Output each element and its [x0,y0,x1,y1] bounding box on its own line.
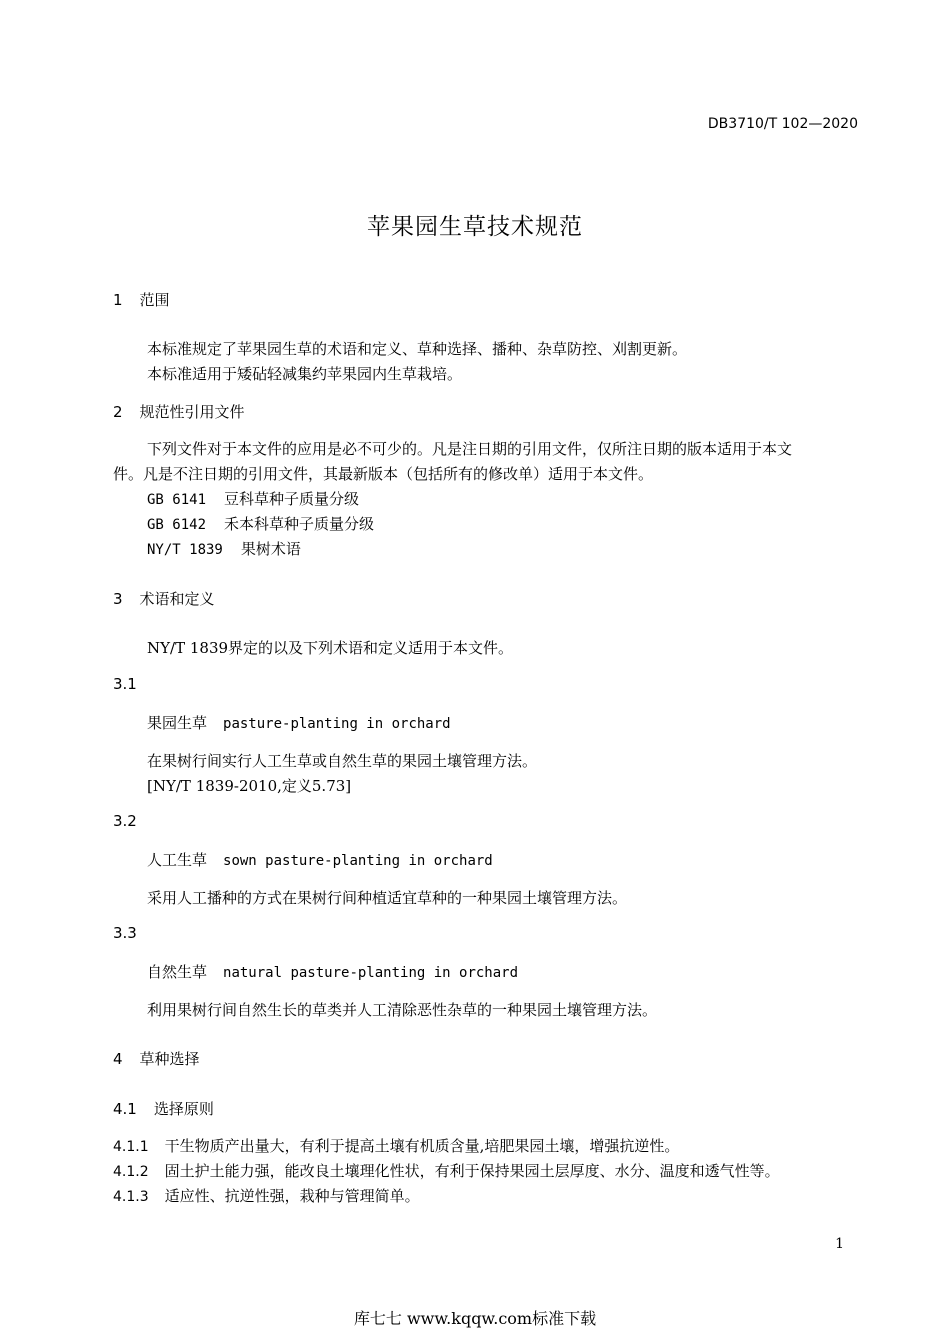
section-title: 草种选择 [139,1050,200,1068]
paragraph: 下列文件对于本文件的应用是必不可少的。凡是注日期的引用文件，仅所注日期的版本适用于本文 [147,440,793,458]
term-number: 3.1 [113,675,137,693]
subsection-number: 4.1 [113,1100,137,1118]
term-source: [NY/T 1839-2010,定义5.73] [147,777,352,795]
term-definition: 采用人工播种的方式在果树行间种植适宜草种的一种果园土壤管理方法。 [147,889,628,907]
term-definition: 在果树行间实行人工生草或自然生草的果园土壤管理方法。 [147,752,538,770]
clause-text: 适应性、抗逆性强，栽种与管理简单。 [164,1187,420,1205]
subsection-heading [113,1098,214,1119]
clause-number: 4.1.2 [113,1164,149,1180]
section-3-heading [113,588,215,609]
term-entry [147,849,493,870]
reference-name: 禾本科草种子质量分级 [224,515,375,533]
section-number: 1 [113,291,123,309]
section-number: 2 [113,403,123,421]
document-title: 苹果园生草技术规范 [367,214,583,240]
section-number: 4 [113,1050,123,1068]
clause-text: 干生物质产出量大，有利于提高土壤有机质含量,培肥果园土壤，增强抗逆性。 [164,1137,680,1155]
section-title: 规范性引用文件 [139,403,245,421]
clause-item [113,1160,780,1181]
reference-item [147,488,359,509]
reference-item [147,513,374,534]
reference-name: 豆科草种子质量分级 [224,490,360,508]
footer-text: 库七七 www.kqqw.com标准下载 [353,1309,597,1328]
term-zh: 人工生草 [147,851,208,869]
reference-code: GB 6141 [147,492,207,508]
reference-code: GB 6142 [147,517,207,533]
term-entry [147,961,518,982]
term-zh: 果园生草 [147,714,208,732]
reference-name: 果树术语 [240,540,301,558]
section-title: 术语和定义 [139,590,215,608]
clause-item [113,1185,420,1206]
clause-number: 4.1.3 [113,1189,149,1205]
paragraph: 本标准规定了苹果园生草的术语和定义、草种选择、播种、杂草防控、刈割更新。 [147,340,688,358]
section-number: 3 [113,590,123,608]
term-number: 3.2 [113,812,137,830]
clause-item [113,1135,679,1156]
subsection-title: 选择原则 [153,1100,214,1118]
paragraph: NY/T 1839界定的以及下列术语和定义适用于本文件。 [147,639,514,657]
term-number: 3.3 [113,924,137,942]
term-en: sown pasture-planting in orchard [223,853,493,869]
term-zh: 自然生草 [147,963,208,981]
section-4-heading [113,1048,200,1069]
section-2-heading [113,401,245,422]
section-title: 范围 [139,291,170,309]
reference-item [147,538,301,559]
paragraph: 本标准适用于矮砧轻减集约苹果园内生草栽培。 [147,365,463,383]
clause-number: 4.1.1 [113,1139,149,1155]
term-entry [147,712,451,733]
clause-text: 固土护土能力强，能改良土壤理化性状，有利于保持果园土层厚度、水分、温度和透气性等。 [164,1162,780,1180]
term-en: pasture-planting in orchard [223,716,451,732]
page-number: 1 [835,1236,844,1252]
paragraph: 件。凡是不注日期的引用文件，其最新版本（包括所有的修改单）适用于本文件。 [113,465,654,483]
reference-code: NY/T 1839 [147,542,223,558]
term-en: natural pasture-planting in orchard [223,965,519,981]
section-1-heading [113,289,170,310]
term-definition: 利用果树行间自然生长的草类并人工清除恶性杂草的一种果园土壤管理方法。 [147,1001,658,1019]
document-code: DB3710/T 102—2020 [707,116,858,132]
